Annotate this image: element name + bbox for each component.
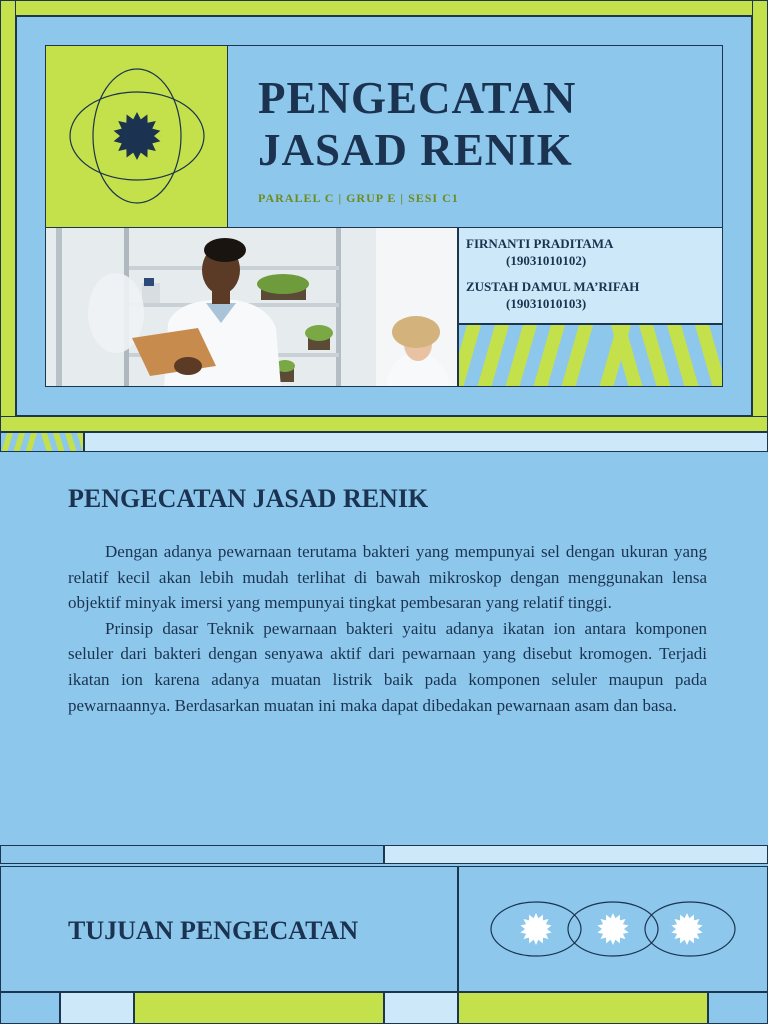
author-name-1: FIRNANTI PRADITAMA — [466, 236, 614, 251]
bottom-blocks — [0, 992, 768, 1024]
bottom-strip-left — [0, 845, 384, 864]
subtitle: PARALEL C | GRUP E | SESI C1 — [258, 191, 459, 205]
left-band — [0, 0, 16, 432]
section-heading: PENGECATAN JASAD RENIK — [68, 484, 429, 513]
bottom-block — [60, 992, 134, 1024]
top-stripe-strip — [0, 432, 84, 452]
three-ring-stars-icon — [490, 898, 736, 960]
bottom-block — [458, 992, 708, 1024]
atom-star-icon — [46, 46, 229, 229]
paragraph-2: Prinsip dasar Teknik pewarnaan bakteri yaitu adanya ikatan ion antara komponen seluler dari bakteri dengan senyawa aktif dari pewarnaan yang disebut kromogen. Terjadi ikatan ion karena adanya muatan listrik baik pada komponen seluler maupun pada pewarnaannya. Berdasarkan muatan ini maka dapat dibedakan pewarnaan asam dan basa. — [68, 618, 707, 715]
content-slide — [0, 432, 768, 864]
section-heading: TUJUAN PENGECATAN — [68, 916, 359, 945]
title-line-2: JASAD RENIK — [258, 125, 573, 175]
author-nim-1: (19031010102) — [506, 253, 587, 268]
author-name-2: ZUSTAH DAMUL MA’RIFAH — [466, 279, 640, 294]
logo-box — [45, 45, 228, 228]
top-band — [0, 0, 768, 16]
bottom-block — [0, 992, 60, 1024]
objective-slide — [0, 864, 768, 1024]
chevron-stripes — [458, 324, 723, 387]
paragraph-1: Dengan adanya pewarnaan terutama bakteri yang mempunyai sel dengan ukuran yang relatif kecil akan lebih mudah terlihat di bawah mikroskop dengan menggunakan lensa objektif minyak imersi yang mempunyai tingkat pembesaran yang relatif tinggi. — [68, 542, 707, 613]
bottom-strip-right — [384, 845, 768, 864]
bottom-band — [0, 416, 768, 432]
top-pale-strip — [84, 432, 768, 452]
page-title — [258, 72, 718, 176]
lab-scientist-photo — [45, 227, 458, 387]
title-line-1: PENGECATAN — [258, 73, 577, 123]
title-slide — [0, 0, 768, 432]
bottom-block — [134, 992, 384, 1024]
section-body — [68, 539, 707, 718]
authors-box — [458, 227, 723, 324]
bottom-block — [384, 992, 458, 1024]
author-nim-2: (19031010103) — [506, 296, 587, 311]
right-band — [752, 0, 768, 432]
bottom-block — [708, 992, 768, 1024]
